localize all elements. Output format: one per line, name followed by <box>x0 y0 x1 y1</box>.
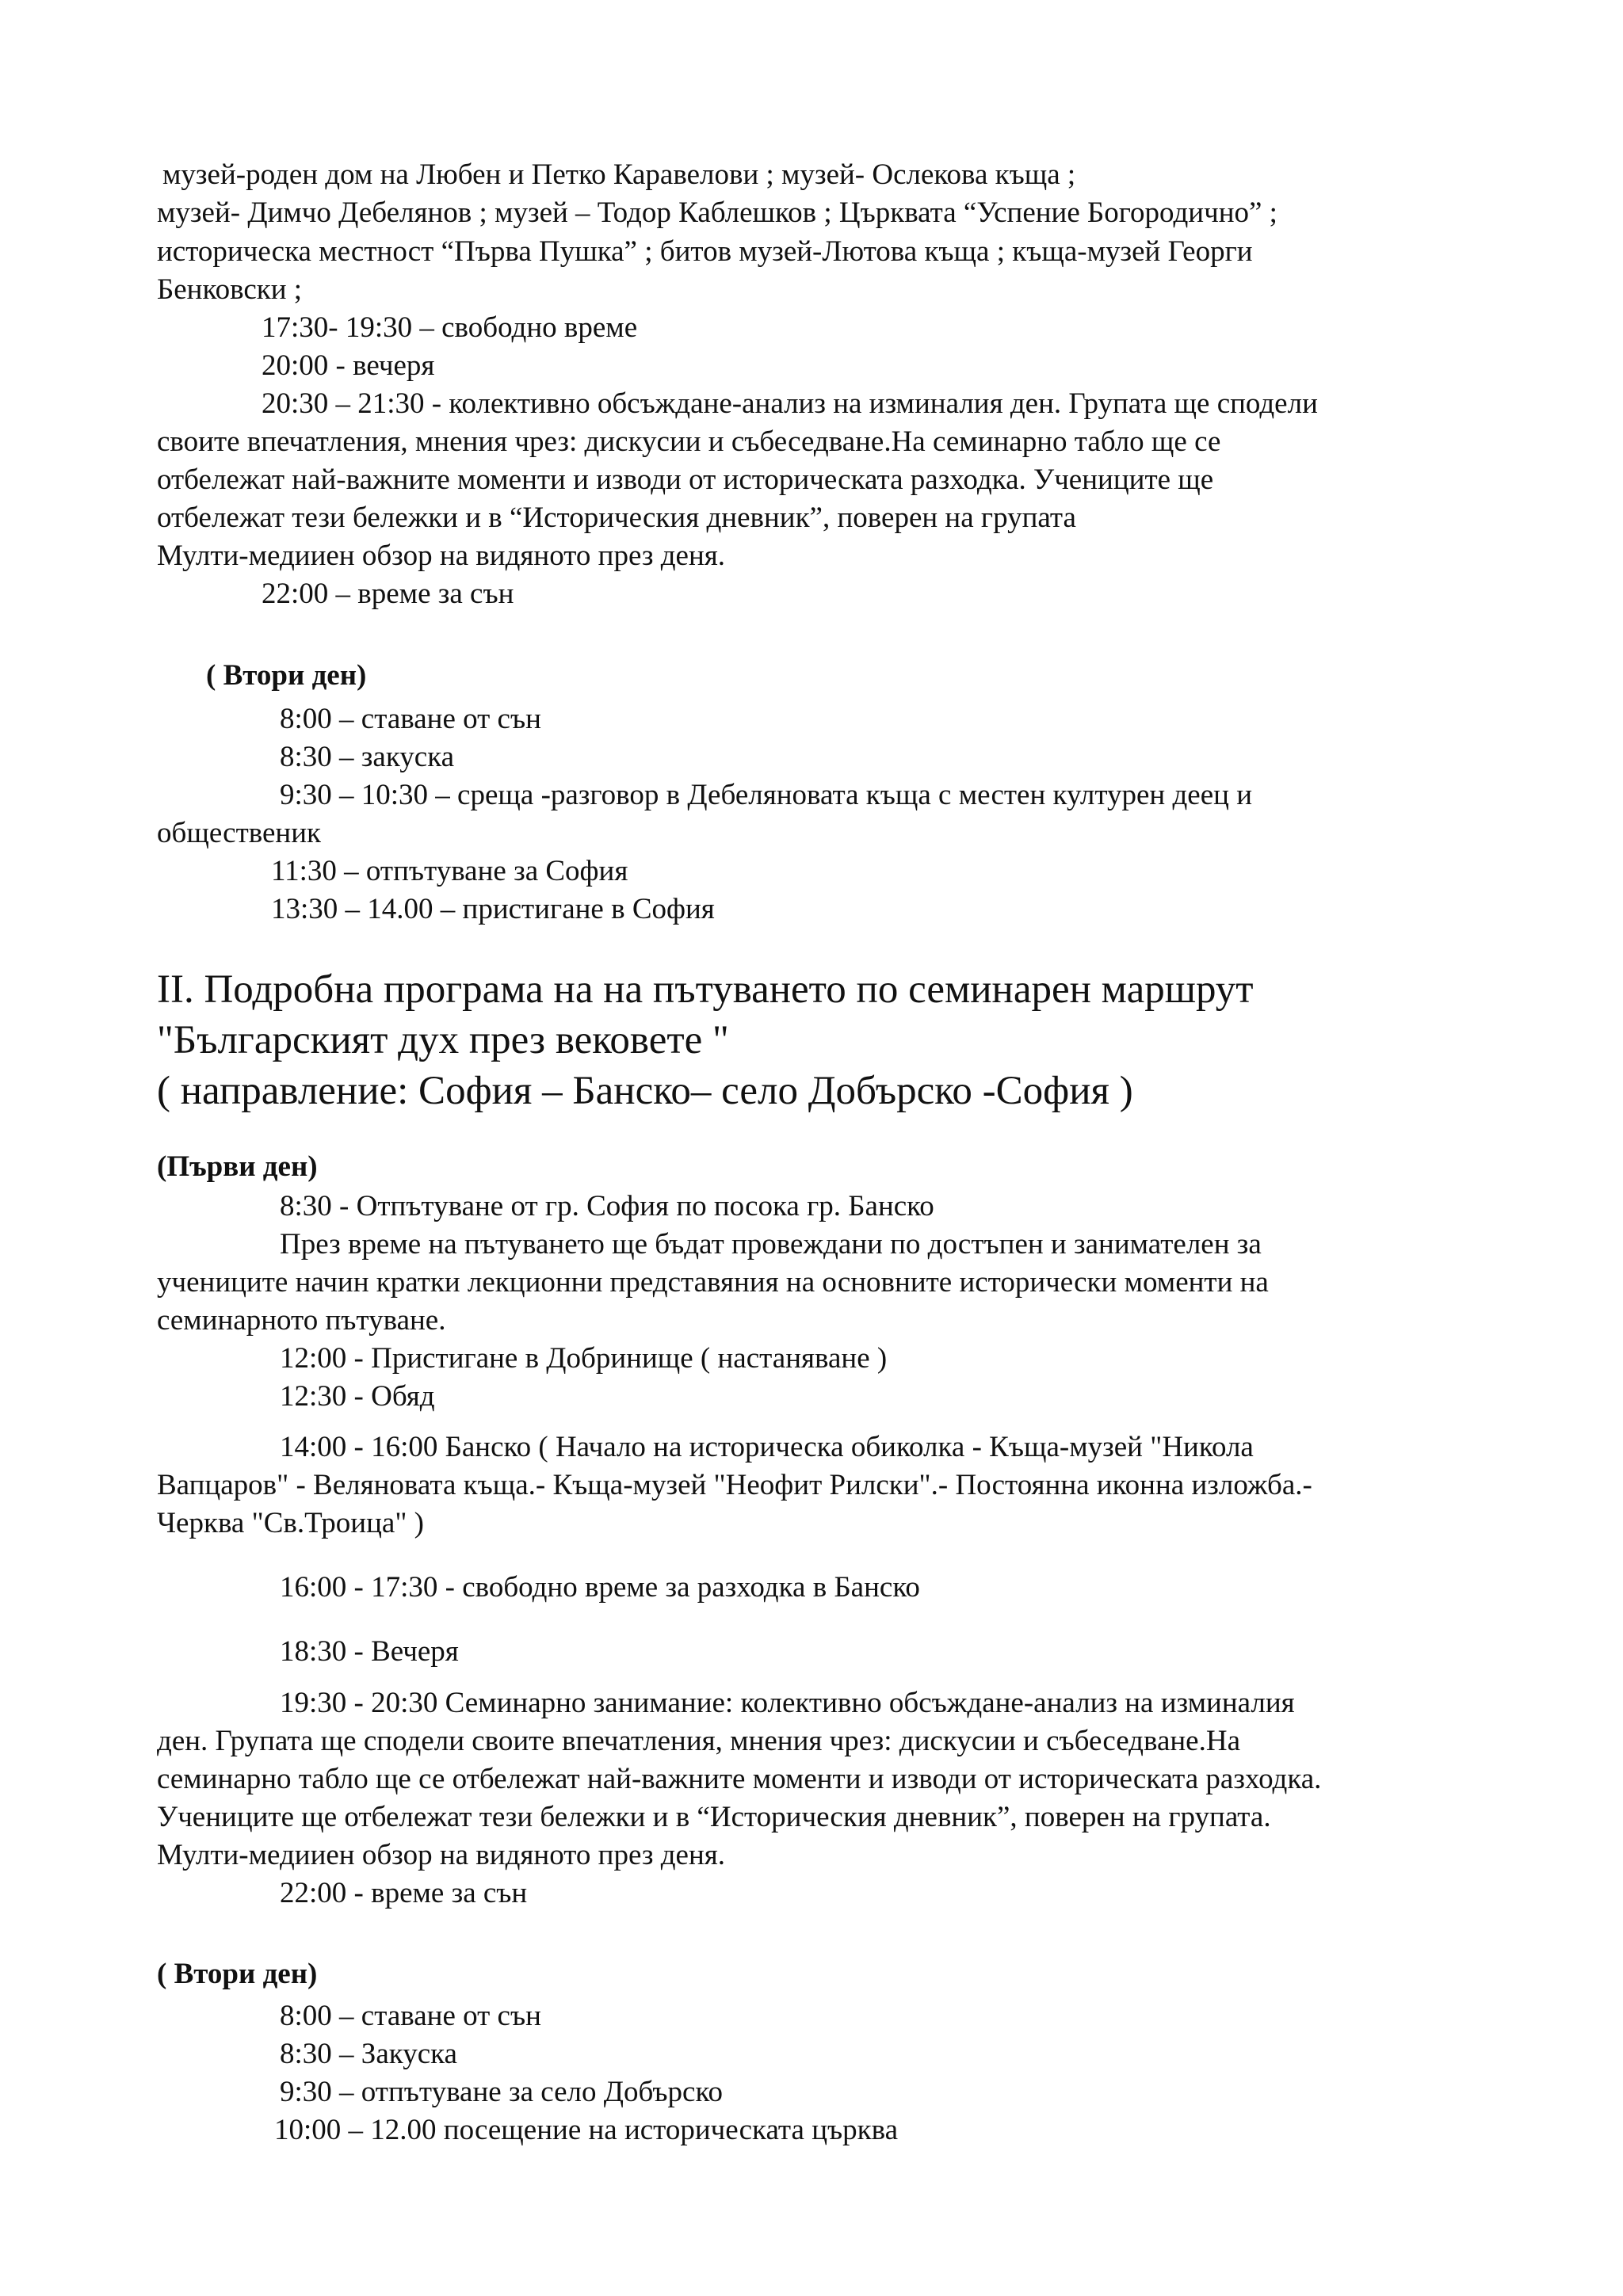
text-line: отбележат тези бележки и в “Историческия дневник”, поверен на групата <box>157 502 1076 534</box>
schedule-line: 10:00 – 12.00 посещение на историческата църква <box>274 2114 899 2146</box>
schedule-line: 18:30 - Вечеря <box>280 1635 459 1668</box>
schedule-line: 8:30 – закуска <box>280 741 455 773</box>
section-subtitle: "Българският дух през вековете " <box>157 1018 729 1062</box>
text-line: Вапцаров" - Веляновата къща.- Къща-музей "Неофит Рилски".- Постоянна иконна изложба.- <box>157 1469 1312 1501</box>
text-line: музей- Димчо Дебелянов ; музей – Тодор Каблешков ; Църквата “Успение Богородично” ; <box>157 196 1277 229</box>
route-direction: ( направление: София – Банско– село Добърско -София ) <box>157 1069 1133 1113</box>
text-line: семинарното пътуване. <box>157 1304 446 1337</box>
schedule-line: 22:00 - време за сън <box>280 1877 528 1909</box>
day-heading: ( Втори ден) <box>206 659 367 692</box>
day-heading: (Първи ден) <box>157 1150 318 1183</box>
schedule-line: 14:00 - 16:00 Банско ( Начало на историческа обиколка - Къща-музей "Никола <box>280 1431 1254 1463</box>
schedule-line: 12:30 - Обяд <box>280 1380 435 1413</box>
schedule-line: 8:00 – ставане от сън <box>280 2000 541 2032</box>
text-line: своите впечатления, мнения чрез: дискусии и събеседване.На семинарно табло ще се <box>157 425 1221 458</box>
schedule-line: 9:30 – 10:30 – среща -разговор в Дебеляновата къща с местен културен деец и <box>280 779 1252 811</box>
text-line: Мулти-медииен обзор на видяното през деня. <box>157 1839 726 1871</box>
section-heading: II. Подробна програма на на пътуването по семинарен маршрут <box>157 967 1254 1012</box>
schedule-line: 9:30 – отпътуване за село Добърско <box>280 2076 724 2108</box>
text-line: отбележат най-важните моменти и изводи от историческата разходка. Учениците ще <box>157 463 1214 496</box>
schedule-line: 22:00 – време за сън <box>262 578 514 610</box>
text-line: Черква "Св.Троица" ) <box>157 1507 424 1539</box>
schedule-line: 16:00 - 17:30 - свободно време за разходка в Банско <box>280 1571 920 1604</box>
schedule-line: 8:00 – ставане от сън <box>280 703 541 735</box>
text-line: Мулти-медииен обзор на видяното през деня. <box>157 540 726 572</box>
schedule-line: През време на пътуването ще бъдат провеждани по достъпен и занимателен за <box>280 1228 1262 1261</box>
schedule-line: 19:30 - 20:30 Семинарно занимание: колективно обсъждане-анализ на изминалия <box>280 1687 1295 1719</box>
schedule-line: 11:30 – отпътуване за София <box>271 855 628 887</box>
text-line: Бенковски ; <box>157 273 303 306</box>
schedule-line: 20:30 – 21:30 - колективно обсъждане-анализ на изминалия ден. Групата ще сподели <box>262 387 1318 420</box>
text-line: ден. Групата ще сподели своите впечатления, мнения чрез: дискусии и събеседване.На <box>157 1725 1240 1757</box>
schedule-line: 8:30 - Отпътуване от гр. София по посока гр. Банско <box>280 1190 934 1222</box>
schedule-line: 8:30 – Закуска <box>280 2038 457 2070</box>
text-line: историческа местност “Първа Пушка” ; битов музей-Лютова къща ; къща-музей Георги <box>157 235 1253 268</box>
schedule-line: 13:30 – 14.00 – пристигане в София <box>271 893 715 925</box>
text-line: общественик <box>157 817 322 849</box>
schedule-line: 17:30- 19:30 – свободно време <box>262 311 638 344</box>
text-line: учениците начин кратки лекционни представяния на основните исторически моменти на <box>157 1266 1269 1299</box>
schedule-line: 20:00 - вечеря <box>262 349 435 382</box>
text-line: семинарно табло ще се отбележат най-важните моменти и изводи от историческата разходка. <box>157 1763 1322 1795</box>
text-line: музей-роден дом на Любен и Петко Каравелови ; музей- Ослекова къща ; <box>162 158 1076 191</box>
day-heading: ( Втори ден) <box>157 1958 318 1990</box>
text-line: Учениците ще отбележат тези бележки и в “Историческия дневник”, поверен на групата. <box>157 1801 1271 1833</box>
schedule-line: 12:00 - Пристигане в Добринище ( настаняване ) <box>280 1342 888 1375</box>
